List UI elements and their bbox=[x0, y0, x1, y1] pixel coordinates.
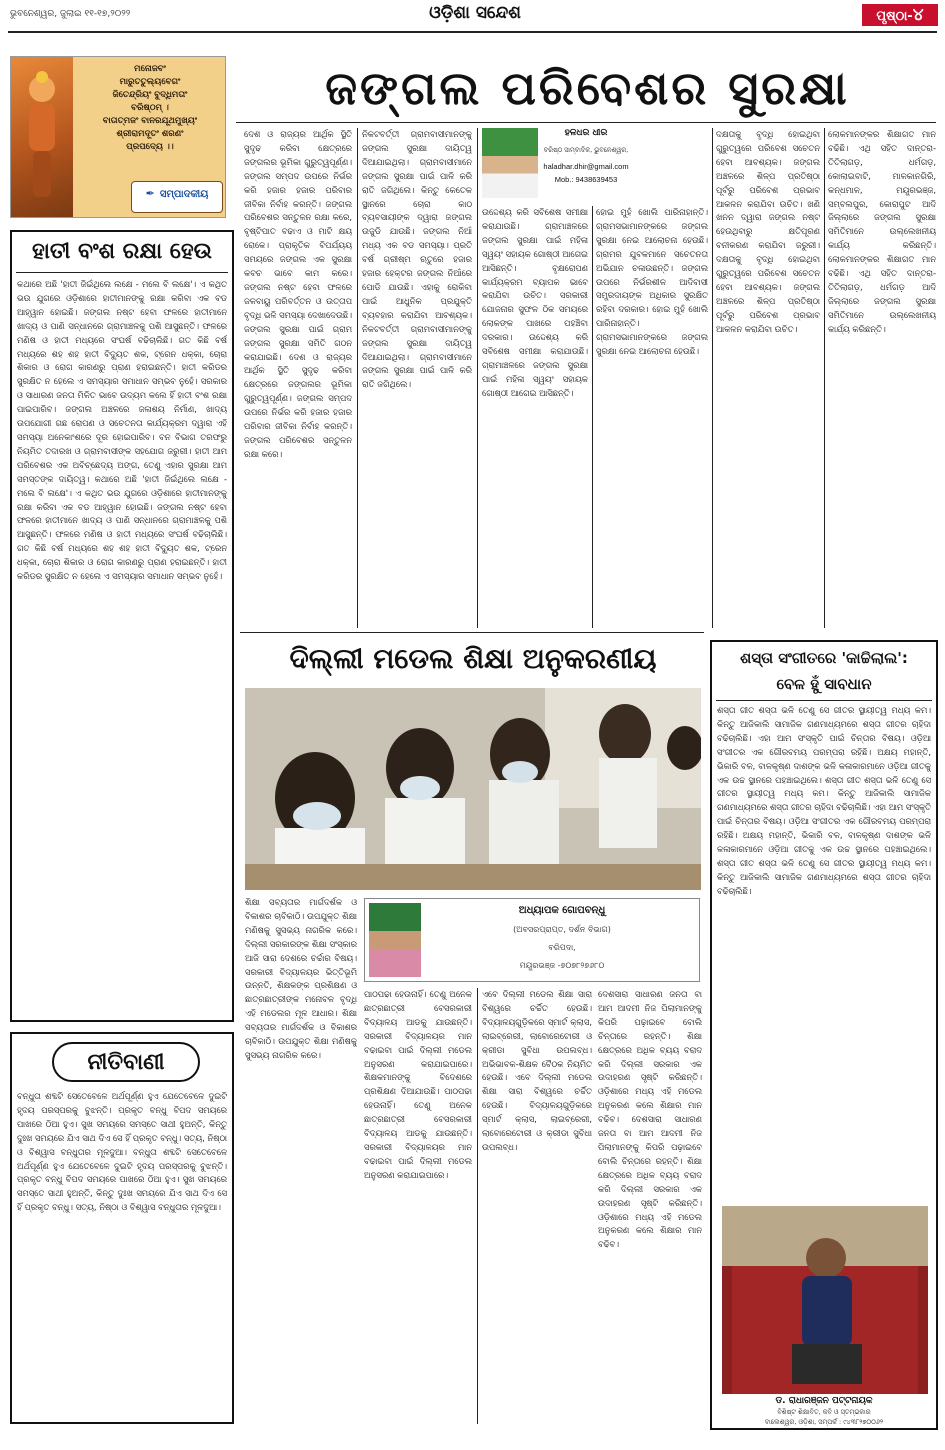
quote-text bbox=[77, 63, 223, 154]
col-divider bbox=[477, 128, 478, 628]
editorial-label: ସମ୍ପାଦକୀୟ bbox=[159, 189, 209, 200]
elephant-headline: ହାତୀ ବଂଶ ରକ୍ଷା ହେଉ bbox=[32, 239, 212, 264]
music-headline-line1: ଶସ୍ତା ସଂଗୀତରେ 'କାଚ୍ଚିଲାଲ': bbox=[740, 649, 908, 667]
niti-headline: ନୀତିବାଣୀ bbox=[87, 1050, 165, 1075]
forest-col-5: ଦକ୍ଷତାକୁ ବୃଦ୍ଧି ହୋଇଥିବା ଗୁରୁତ୍ୱରେ ପରିବେଶ ସଚେତନ ହେବା ଆବଶ୍ୟକ। ଜଙ୍ଗଲ ଅଞ୍ଚଳରେ ଶିଳ୍ପ ପ୍ରତିଷ୍ଠା ପୂର୍ବରୁ ପରିବେଶ ପ୍ରଭାବ ଆକଳନ କରାଯିବା ଉଚିତ। ଖଣି ଖନନ ଦ୍ୱାରା ଜଙ୍ଗଲ ନଷ୍ଟ ହେଉଥିବାରୁ କ୍ଷତିପୂରଣ ବନୀକରଣ କରାଯିବା ଜରୁରୀ। ଦକ୍ଷତାକୁ ବୃଦ୍ଧି ହୋଇଥିବା ଗୁରୁତ୍ୱରେ ପରିବେଶ ସଚେତନ ହେବା ଆବଶ୍ୟକ। ଜଙ୍ଗଲ ଅଞ୍ଚଳରେ ଶିଳ୍ପ ପ୍ରତିଷ୍ଠା ପୂର୍ବରୁ ପରିବେଶ ପ୍ରଭାବ ଆକଳନ କରାଯିବା ଉଚିତ। bbox=[716, 129, 820, 334]
author-photo bbox=[482, 128, 538, 198]
masthead: ଓଡ଼ିଶା ସନ୍ଦେଶ bbox=[429, 3, 521, 23]
col-divider bbox=[477, 988, 478, 1424]
music-body: ଶସ୍ତା ଗୀତ ଶସ୍ତା ଭଳି ତେଣୁ ସେ ଗୀତର ସ୍ଥାୟୀତ୍ୱ ମଧ୍ୟ କମ। କିନ୍ତୁ ଆଜିକାଲି ସାମାଜିକ ଗଣମାଧ୍ୟମରେ ଶସ୍ତା ଗୀତର ଚାହିଦା ବଢିଚାଲିଛି। ଏହା ଆମ ସଂସ୍କୃତି ପାଇଁ ଚିନ୍ତାର ବିଷୟ। ଓଡ଼ିଆ ସଂଗୀତର ଏକ ଗୌରବମୟ ପରମ୍ପରା ରହିଛି। ଅକ୍ଷୟ ମହାନ୍ତି, ଭିକାରି ବଳ, ବାଳକୃଷ୍ଣ ଦାଶଙ୍କ ଭଳି କଳାକାରମାନେ ଓଡ଼ିଆ ଗୀତକୁ ଏକ ଉଚ୍ଚ ସ୍ଥାନରେ ପହଞ୍ଚାଇଥିଲେ। ଶସ୍ତା ଗୀତ ଶସ୍ତା ଭଳି ତେଣୁ ସେ ଗୀତର ସ୍ଥାୟୀତ୍ୱ ମଧ୍ୟ କମ। କିନ୍ତୁ ଆଜିକାଲି ସାମାଜିକ ଗଣମାଧ୍ୟମରେ ଶସ୍ତା ଗୀତର ଚାହିଦା ବଢିଚାଲିଛି। ଏହା ଆମ ସଂସ୍କୃତି ପାଇଁ ଚିନ୍ତାର ବିଷୟ। ଓଡ଼ିଆ ସଂଗୀତର ଏକ ଗୌରବମୟ ପରମ୍ପରା ରହିଛି। ଅକ୍ଷୟ ମହାନ୍ତି, ଭିକାରି ବଳ, ବାଳକୃଷ୍ଣ ଦାଶଙ୍କ ଭଳି କଳାକାରମାନେ ଓଡ଼ିଆ ଗୀତକୁ ଏକ ଉଚ୍ଚ ସ୍ଥାନରେ ପହଞ୍ଚାଇଥିଲେ। ଶସ୍ତା ଗୀତ ଶସ୍ତା ଭଳି ତେଣୁ ସେ ଗୀତର ସ୍ଥାୟୀତ୍ୱ ମଧ୍ୟ କମ। କିନ୍ତୁ ଆଜିକାଲି ସାମାଜିକ ଗଣମାଧ୍ୟମରେ ଶସ୍ତା ଗୀତର ଚାହିଦା ବଢିଚାଲିଛି। bbox=[717, 705, 931, 896]
pen-icon: ✒ bbox=[145, 187, 155, 200]
quote-line: ଜିତେନ୍ଦ୍ରିୟଂ ବୁଦ୍ଧିମତାଂ bbox=[112, 90, 188, 100]
music-author-photo bbox=[722, 1206, 928, 1394]
delhi-left-col: ଶିକ୍ଷା ସବ୍ୟତାର ମାର୍ଗଦର୍ଶକ ଓ ବିକାଶର ଚାବିକାଠି। ଉପଯୁକ୍ତ ଶିକ୍ଷା ମଣିଷକୁ ସୁସଭ୍ୟ ନାଗରିକ କରେ। ଦିଲ୍ଲୀ ସରକାରଙ୍କ ଶିକ୍ଷା ସଂସ୍କାର ଆଜି ସାରା ଦେଶରେ ଚର୍ଚ୍ଚାର ବିଷୟ। ସରକାରୀ ବିଦ୍ୟାଳୟର ଭିତ୍ତିଭୂମି ଉନ୍ନତି, ଶିକ୍ଷକଙ୍କ ପ୍ରଶିକ୍ଷଣ ଓ ଛାତ୍ରଛାତ୍ରୀଙ୍କ ମନୋବଳ ବୃଦ୍ଧି ଏହି ମଡେଲର ମୂଳ ଆଧାର। ଶିକ୍ଷା ସବ୍ୟତାର ମାର୍ଗଦର୍ଶକ ଓ ବିକାଶର ଚାବିକାଠି। ଉପଯୁକ୍ତ ଶିକ୍ଷା ମଣିଷକୁ ସୁସଭ୍ୟ ନାଗରିକ କରେ। bbox=[245, 897, 357, 1060]
music-author-role: ବିଶିଷ୍ଟ ଶିକ୍ଷାବିତ, କବି ଓ ସ୍ତମ୍ଭକାର bbox=[777, 1408, 871, 1416]
forest-col-6: ଲୋକମାନଙ୍କର ଶିକ୍ଷାଗତ ମାନ ବଢିଛି। ଏଥି ସହିତ ଦାନ୍ତରା-ତିତିଲାଗଡ଼, ଧର୍ମଗଡ଼, କୋଲାଇବାଟି, ମାଳକାନଗିରି, କନ୍ଧମାଳ, ମୟୂରଭଞ୍ଜ, ସମ୍ବଲପୁର, କୋରାପୁଟ ଆଦି ଜିଲ୍ଲାରେ ଜଙ୍ଗଲ ସୁରକ୍ଷା ସମିତିମାନେ ଉଲ୍ଲେଖନୀୟ କାର୍ଯ୍ୟ କରିଛନ୍ତି। ଲୋକମାନଙ୍କର ଶିକ୍ଷାଗତ ମାନ ବଢିଛି। ଏଥି ସହିତ ଦାନ୍ତରା-ତିତିଲାଗଡ଼, ଧର୍ମଗଡ଼ ଆଦି ଜିଲ୍ଲାରେ ଜଙ୍ଗଲ ସୁରକ୍ଷା ସମିତିମାନେ ଉଲ୍ଲେଖନୀୟ କାର୍ଯ୍ୟ କରିଛନ୍ତି। bbox=[828, 129, 936, 334]
niti-headline-banner bbox=[52, 1042, 200, 1082]
col-divider bbox=[824, 128, 825, 628]
delhi-author-card bbox=[364, 898, 700, 982]
music-author-name: ଡ. ରାଧାରଞ୍ଜନ ପଟ୍ଟନାୟକ bbox=[775, 1396, 873, 1406]
section-rule bbox=[240, 632, 704, 633]
author-email: haladhar.dhir@gmail.com bbox=[543, 162, 629, 171]
music-author-contact: ବାଲେଶ୍ୱର, ଓଡ଼ିଶା, ସମ୍ପର୍କ : ୯୪୩୮୨୭୦୦୬୨ bbox=[764, 1418, 884, 1426]
delhi-author-role: (ଅବସରପ୍ରାପ୍ତ, ଦର୍ଶନ ବିଭାଗ) bbox=[513, 925, 611, 934]
elephant-headline-rule bbox=[16, 272, 228, 273]
forest-col-2: ନିକଟବର୍ତ୍ତୀ ଗ୍ରାମବାସୀମାନଙ୍କୁ ଜଙ୍ଗଲ ସୁରକ୍ଷା ଦାୟିତ୍ୱ ଦିଆଯାଇଥିଲା। ଗ୍ରାମବାସୀମାନେ ଜଙ୍ଗଲ ସୁରକ୍ଷା ପାଇଁ ପାଳି କରି ରାତି ଜଗିଥିଲେ। କିନ୍ତୁ କେତେକ ସ୍ଥାନରେ ଚୋରା କାଠ ବ୍ୟବସାୟୀଙ୍କ ଦ୍ୱାରା ଜଙ୍ଗଲ ଉଜୁଡି ଯାଉଛି। ଜଙ୍ଗଲ ନିଆଁ ମଧ୍ୟ ଏକ ବଡ ସମସ୍ୟା। ପ୍ରତି ବର୍ଷ ଗ୍ରୀଷ୍ମ ଋତୁରେ ହଜାର ହଜାର ହେକ୍ଟର ଜଙ୍ଗଲ ନିଆଁରେ ପୋଡି ଯାଉଛି। ଏହାକୁ ରୋକିବା ପାଇଁ ଆଧୁନିକ ପ୍ରଯୁକ୍ତି ବ୍ୟବହାର କରାଯିବା ଆବଶ୍ୟକ। ନିକଟବର୍ତ୍ତୀ ଗ୍ରାମବାସୀମାନଙ୍କୁ ଜଙ୍ଗଲ ସୁରକ୍ଷା ଦାୟିତ୍ୱ ଦିଆଯାଇଥିଲା। ଗ୍ରାମବାସୀମାନେ ଜଙ୍ଗଲ ସୁରକ୍ଷା ପାଇଁ ପାଳି କରି ରାତି ଜଗିଥିଲେ। bbox=[362, 129, 472, 390]
col-divider bbox=[592, 206, 593, 628]
header-rule bbox=[8, 31, 937, 33]
headline-rule bbox=[236, 122, 936, 123]
date-line: ଭୁବନେଶ୍ୱର, ଜୁଲାଇ ୧୧-୧୭,୨୦୨୨ bbox=[10, 9, 131, 19]
page-header bbox=[0, 0, 945, 30]
hanuman-icon bbox=[11, 57, 73, 217]
delhi-bottom-col-1: ପାଠପଢା ହେଉନାହିଁ। ତେଣୁ ଅନେକ ଛାତ୍ରଛାତ୍ରୀ ବେସରକାରୀ ବିଦ୍ୟାଳୟ ଆଡକୁ ଯାଉଛନ୍ତି। ସରକାରୀ ବିଦ୍ୟାଳୟର ମାନ ବଢାଇବା ପାଇଁ ଦିଲ୍ଲୀ ମଡେଲ ଅନୁସରଣ କରାଯାଇପାରେ। ଶିକ୍ଷକମାନଙ୍କୁ ବିଦେଶରେ ପ୍ରଶିକ୍ଷଣ ଦିଆଯାଉଛି। ପାଠପଢା ହେଉନାହିଁ। ତେଣୁ ଅନେକ ଛାତ୍ରଛାତ୍ରୀ ବେସରକାରୀ ବିଦ୍ୟାଳୟ ଆଡକୁ ଯାଉଛନ୍ତି। ସରକାରୀ ବିଦ୍ୟାଳୟର ମାନ ବଢାଇବା ପାଇଁ ଦିଲ୍ଲୀ ମଡେଲ ଅନୁସରଣ କରାଯାଇପାରେ। bbox=[364, 989, 472, 1180]
quote-line: ବାତାତ୍ମଜଂ ବାନରଯୂଥମୁଖ୍ୟଂ bbox=[102, 116, 198, 126]
niti-body: ବନ୍ଧୁତା ଶବ୍ଦଟି ସେତେବେଳେ ଅର୍ଥପୂର୍ଣ୍ଣ ହୁଏ ଯେତେବେଳେ ଦୁଇଟି ହୃଦୟ ପରସ୍ପରକୁ ବୁଝନ୍ତି। ପ୍ରକୃତ ବନ୍ଧୁ ବିପଦ ସମୟରେ ପାଖରେ ଠିଆ ହୁଏ। ସୁଖ ସମୟରେ ସମସ୍ତେ ସାଥୀ ହୁଅନ୍ତି, କିନ୍ତୁ ଦୁଃଖ ସମୟରେ ଯିଏ ସାଥ ଦିଏ ସେ ହିଁ ପ୍ରକୃତ ବନ୍ଧୁ। ସତ୍ୟ, ନିଷ୍ଠା ଓ ବିଶ୍ୱାସ ବନ୍ଧୁତାର ମୂଳଦୁଆ। ବନ୍ଧୁତା ଶବ୍ଦଟି ସେତେବେଳେ ଅର୍ଥପୂର୍ଣ୍ଣ ହୁଏ ଯେତେବେଳେ ଦୁଇଟି ହୃଦୟ ପରସ୍ପରକୁ ବୁଝନ୍ତି। ପ୍ରକୃତ ବନ୍ଧୁ ବିପଦ ସମୟରେ ପାଖରେ ଠିଆ ହୁଏ। ସୁଖ ସମୟରେ ସମସ୍ତେ ସାଥୀ ହୁଅନ୍ତି, କିନ୍ତୁ ଦୁଃଖ ସମୟରେ ଯିଏ ସାଥ ଦିଏ ସେ ହିଁ ପ୍ରକୃତ ବନ୍ଧୁ। ସତ୍ୟ, ନିଷ୍ଠା ଓ ବିଶ୍ୱାସ ବନ୍ଧୁତାର ମୂଳଦୁଆ। bbox=[17, 1091, 227, 1213]
classroom-photo bbox=[245, 688, 701, 890]
niti-article-box bbox=[10, 1032, 234, 1424]
delhi-right-col: ଦେଶସାରା ସାଧାରଣ ଜନତା ବା ଆମ ଆଦମୀ ନିଜ ପିଲାମାନଙ୍କୁ କିପରି ପଢ଼ାଇବେ ବୋଲି ଚିନ୍ତାରେ ରହନ୍ତି। ଶିକ୍ଷା କ୍ଷେତ୍ରରେ ଅଧିକ ବ୍ୟୟ ବରାଦ କରି ଦିଲ୍ଲୀ ସରକାର ଏକ ଉଦାହରଣ ସୃଷ୍ଟି କରିଛନ୍ତି। ଓଡ଼ିଶାରେ ମଧ୍ୟ ଏହି ମଡେଲ ଅନୁକରଣ କଲେ ଶିକ୍ଷାର ମାନ ବଢିବ। ଦେଶସାରା ସାଧାରଣ ଜନତା ବା ଆମ ଆଦମୀ ନିଜ ପିଲାମାନଙ୍କୁ କିପରି ପଢ଼ାଇବେ ବୋଲି ଚିନ୍ତାରେ ରହନ୍ତି। ଶିକ୍ଷା କ୍ଷେତ୍ରରେ ଅଧିକ ବ୍ୟୟ ବରାଦ କରି ଦିଲ୍ଲୀ ସରକାର ଏକ ଉଦାହରଣ ସୃଷ୍ଟି କରିଛନ୍ତି। ଓଡ଼ିଶାରେ ମଧ୍ୟ ଏହି ମଡେଲ ଅନୁକରଣ କଲେ ଶିକ୍ଷାର ମାନ ବଢିବ। bbox=[598, 989, 702, 1250]
delhi-headline: ଦିଲ୍ଲୀ ମଡେଲ ଶିକ୍ଷା ଅନୁକରଣୀୟ bbox=[289, 642, 657, 675]
quote-line: ବରିଷ୍ଠମ୍ । bbox=[131, 103, 169, 113]
col-divider bbox=[712, 128, 713, 628]
author-mobile: Mob.: 9438639453 bbox=[554, 175, 618, 184]
quote-line: ଶ୍ରୀରାମଦୂତଂ ଶରଣଂ bbox=[116, 129, 184, 139]
elephant-article-box bbox=[10, 230, 234, 1022]
page-number-badge bbox=[862, 4, 938, 26]
delhi-author-place: ବରିପଦା, bbox=[548, 943, 576, 952]
forest-col-3: ଉଦ୍ଦେଶ୍ୟ କରି ସବିଶେଷ ସମୀକ୍ଷା କରାଯାଉଛି। ଗ୍ରାମାଞ୍ଚଳରେ ଜଙ୍ଗଲ ସୁରକ୍ଷା ପାଇଁ ମହିଳା ସ୍ୱୟଂ ସହାୟକ ଗୋଷ୍ଠୀ ଆଗେଇ ଆସିଛନ୍ତି। ବୃକ୍ଷରୋପଣ କାର୍ଯ୍ୟକ୍ରମ ବ୍ୟାପକ ଭାବେ କରାଯିବା ଉଚିତ। ସରକାରୀ ଯୋଜନାର ସୁଫଳ ଠିକ ସମୟରେ ଲୋକଙ୍କ ପାଖରେ ପହଞ୍ଚିବା ଦରକାର। ଉଦ୍ଦେଶ୍ୟ କରି ସବିଶେଷ ସମୀକ୍ଷା କରାଯାଉଛି। ଗ୍ରାମାଞ୍ଚଳରେ ଜଙ୍ଗଲ ସୁରକ୍ଷା ପାଇଁ ମହିଳା ସ୍ୱୟଂ ସହାୟକ ଗୋଷ୍ଠୀ ଆଗେଇ ଆସିଛନ୍ତି। bbox=[482, 207, 588, 398]
classroom-photo-art bbox=[245, 688, 701, 890]
delhi-bottom-col-2: ଏବେ ଦିଲ୍ଲୀ ମଡେଲ ଶିକ୍ଷା ସାରା ବିଶ୍ୱରେ ଚର୍ଚ୍ଚିତ ହେଉଛି। ବିଦ୍ୟାଳୟଗୁଡ଼ିକରେ ସ୍ମାର୍ଟ କ୍ଲାସ, ଲାଇବ୍ରେରୀ, ଲାବୋରେଟୋରୀ ଓ କ୍ରୀଡା ସୁବିଧା ଉପଲବ୍ଧ। ଅଭିଭାବକ-ଶିକ୍ଷକ ବୈଠକ ନିୟମିତ ହେଉଛି। ଏବେ ଦିଲ୍ଲୀ ମଡେଲ ଶିକ୍ଷା ସାରା ବିଶ୍ୱରେ ଚର୍ଚ୍ଚିତ ହେଉଛି। ବିଦ୍ୟାଳୟଗୁଡ଼ିକରେ ସ୍ମାର୍ଟ କ୍ଲାସ, ଲାଇବ୍ରେରୀ, ଲାବୋରେଟୋରୀ ଓ କ୍ରୀଡା ସୁବିଧା ଉପଲବ୍ଧ। bbox=[482, 989, 592, 1152]
music-author-photo-art bbox=[722, 1206, 928, 1394]
music-article-box bbox=[710, 640, 938, 1430]
elephant-body: କଥାରେ ଅଛି 'ହାତୀ ଜିଇଁଥିଲେ ଲକ୍ଷେ - ମଲେ ବି ଲକ୍ଷେ'। ଏ କଥିତ ଭଉ ଯୁଗରେ ଓଡ଼ିଶାରେ ହାତୀମାନଙ୍କୁ ରକ୍ଷା କରିବା ଏକ ବଡ ଆହ୍ୱାନ ହୋଇଛି। ଜଙ୍ଗଲ ନଷ୍ଟ ହେବା ଫଳରେ ହାତୀମାନେ ଖାଦ୍ୟ ଓ ପାଣି ସନ୍ଧାନରେ ଗ୍ରାମାଞ୍ଚଳକୁ ପଶି ଆସୁଛନ୍ତି। ଫଳରେ ମଣିଷ ଓ ହାତୀ ମଧ୍ୟରେ ସଂଘର୍ଷ ବଢିଚାଲିଛି। ଗତ କିଛି ବର୍ଷ ମଧ୍ୟରେ ଶହ ଶହ ହାତୀ ବିଦ୍ୟୁତ ଶକ, ଟ୍ରେନ ଧକ୍କା, ଚୋରା ଶିକାର ଓ ରୋଗ କାରଣରୁ ପ୍ରାଣ ହରାଇଛନ୍ତି। ହାତୀ କରିଡର ସୁରକ୍ଷିତ ନ ହେଲେ ଏ ସମସ୍ୟାର ସମାଧାନ ସମ୍ଭବ ନୁହେଁ। ସରକାର ଓ ସାଧାରଣ ଜନତା ମିଳିତ ଭାବେ ଉଦ୍ୟମ କଲେ ହିଁ ହାତୀ ବଂଶ ରକ୍ଷା ପାଇପାରିବ। ଜଙ୍ଗଲ ଅଞ୍ଚଳରେ ଜଳାଶୟ ନିର୍ମାଣ, ଖାଦ୍ୟ ଉପଯୋଗୀ ଗଛ ରୋପଣ ଓ ସଚେତନତା କାର୍ଯ୍ୟକ୍ରମ ଦ୍ୱାରା ଏହି ସମସ୍ୟା ଅନେକାଂଶରେ ଦୂର ହୋଇପାରିବ। ବନ ବିଭାଗ ତରଫରୁ ନିୟମିତ ତଦାରଖ ଓ ଗ୍ରାମବାସୀଙ୍କ ସହଯୋଗ ଜରୁରୀ। ହାତୀ ଆମ ପରିବେଶର ଏକ ଅବିଚ୍ଛେଦ୍ୟ ଅଙ୍ଗ, ତେଣୁ ଏହାର ସୁରକ୍ଷା ଆମ ସମସ୍ତଙ୍କ ଦାୟିତ୍ୱ। କଥାରେ ଅଛି 'ହାତୀ ଜିଇଁଥିଲେ ଲକ୍ଷେ - ମଲେ ବି ଲକ୍ଷେ'। ଏ କଥିତ ଭଉ ଯୁଗରେ ଓଡ଼ିଶାରେ ହାତୀମାନଙ୍କୁ ରକ୍ଷା କରିବା ଏକ ବଡ ଆହ୍ୱାନ ହୋଇଛି। ଜଙ୍ଗଲ ନଷ୍ଟ ହେବା ଫଳରେ ହାତୀମାନେ ଖାଦ୍ୟ ଓ ପାଣି ସନ୍ଧାନରେ ଗ୍ରାମାଞ୍ଚଳକୁ ପଶି ଆସୁଛନ୍ତି। ଫଳରେ ମଣିଷ ଓ ହାତୀ ମଧ୍ୟରେ ସଂଘର୍ଷ ବଢିଚାଲିଛି। ଗତ କିଛି ବର୍ଷ ମଧ୍ୟରେ ଶହ ଶହ ହାତୀ ବିଦ୍ୟୁତ ଶକ, ଟ୍ରେନ ଧକ୍କା, ଚୋରା ଶିକାର ଓ ରୋଗ କାରଣରୁ ପ୍ରାଣ ହରାଇଛନ୍ତି। ହାତୀ କରିଡର ସୁରକ୍ଷିତ ନ ହେଲେ ଏ ସମସ୍ୟାର ସମାଧାନ ସମ୍ଭବ ନୁହେଁ। bbox=[17, 279, 227, 582]
editorial-badge bbox=[131, 181, 223, 213]
quote-line: ପ୍ରପଦ୍ୟେ ।। bbox=[126, 142, 174, 152]
delhi-author-name: ଅଧ୍ୟାପକ ଗୋପବନ୍ଧୁ bbox=[518, 905, 606, 916]
page-label: ପୃଷ୍ଠା- bbox=[876, 9, 913, 24]
forest-col-4: ହୋଇ ମୁହଁ ଖୋଲି ପାରିନାହାନ୍ତି। ଗ୍ରାମସଭାମାନଙ୍କରେ ଜଙ୍ଗଲ ସୁରକ୍ଷା ନେଇ ଆଲୋଚନା ହେଉଛି। ଗ୍ରାମର ଯୁବକମାନେ ସଚେତନତା ଅଭିଯାନ ଚଳାଉଛନ୍ତି। ଜଙ୍ଗଲ ଉପରେ ନିର୍ଭରଶୀଳ ଆଦିବାସୀ ସମ୍ପ୍ରଦାୟଙ୍କ ଅଧିକାର ସୁରକ୍ଷିତ ରହିବା ଦରକାର। ହୋଇ ମୁହଁ ଖୋଲି ପାରିନାହାନ୍ତି। ଗ୍ରାମସଭାମାନଙ୍କରେ ଜଙ୍ଗଲ ସୁରକ୍ଷା ନେଇ ଆଲୋଚନା ହେଉଛି। bbox=[596, 207, 708, 357]
quote-line: ମନୋଜବଂ bbox=[134, 64, 166, 74]
main-headline: ଜଙ୍ଗଲ ପରିବେଶର ସୁରକ୍ଷା bbox=[325, 61, 850, 115]
quote-box bbox=[10, 56, 226, 218]
music-headline-rule bbox=[716, 700, 932, 701]
hanuman-figure bbox=[11, 57, 73, 217]
author-role: ବରିଷ୍ଠ ସାମ୍ବାଦିକ, ଭୁବନେଶ୍ୱର, bbox=[543, 146, 629, 154]
delhi-author-phone: ମୟୂରଭଞ୍ଜ -୭୦୭୮୨୭୬୮୦ bbox=[519, 961, 605, 970]
music-headline-line2: ବେଳ ହୁଁ ସାବଧାନ bbox=[776, 675, 872, 693]
forest-col-1: ଦେଶ ଓ ରାଜ୍ୟର ଆର୍ଥିକ ସ୍ଥିତି ସୁଦୃଢ କରିବା କ୍ଷେତ୍ରରେ ଜଙ୍ଗଲର ଭୂମିକା ଗୁରୁତ୍ୱପୂର୍ଣ୍ଣ। ଜଙ୍ଗଲ ସମ୍ପଦ ଉପରେ ନିର୍ଭର କରି ହଜାର ହଜାର ପରିବାର ଜୀବିକା ନିର୍ବାହ କରନ୍ତି। ଜଙ୍ଗଲ ପରିବେଶର ସନ୍ତୁଳନ ରକ୍ଷା କରେ, ବୃଷ୍ଟିପାତ ବଢାଏ ଓ ମାଟି କ୍ଷୟ ରୋକେ। ପ୍ରାକୃତିକ ବିପର୍ଯ୍ୟୟ ସମୟରେ ଜଙ୍ଗଲ ଏକ ସୁରକ୍ଷା କବଚ ଭାବେ କାମ କରେ। ଜଙ୍ଗଲ ନଷ୍ଟ ହେବା ଫଳରେ ଜଳବାୟୁ ପରିବର୍ତ୍ତନ ଓ ଉତ୍ତାପ ବୃଦ୍ଧି ଭଳି ସମସ୍ୟା ଦେଖାଦେଉଛି। ଜଙ୍ଗଲ ସୁରକ୍ଷା ପାଇଁ ଗ୍ରାମ ଜଙ୍ଗଲ ସୁରକ୍ଷା ସମିତି ଗଠନ କରାଯାଇଛି। ଦେଶ ଓ ରାଜ୍ୟର ଆର୍ଥିକ ସ୍ଥିତି ସୁଦୃଢ କରିବା କ୍ଷେତ୍ରରେ ଜଙ୍ଗଲର ଭୂମିକା ଗୁରୁତ୍ୱପୂର୍ଣ୍ଣ। ଜଙ୍ଗଲ ସମ୍ପଦ ଉପରେ ନିର୍ଭର କରି ହଜାର ହଜାର ପରିବାର ଜୀବିକା ନିର୍ବାହ କରନ୍ତି। ଜଙ୍ଗଲ ପରିବେଶର ସନ୍ତୁଳନ ରକ୍ଷା କରେ। bbox=[244, 129, 352, 459]
quote-line: ମାରୁତତୁଲ୍ୟବେଗଂ bbox=[119, 77, 181, 87]
col-divider bbox=[357, 128, 358, 628]
author-name: ହଳଧର ଧୀର bbox=[564, 128, 608, 138]
page-number: ୪ bbox=[912, 5, 924, 25]
delhi-author-photo bbox=[369, 903, 421, 977]
